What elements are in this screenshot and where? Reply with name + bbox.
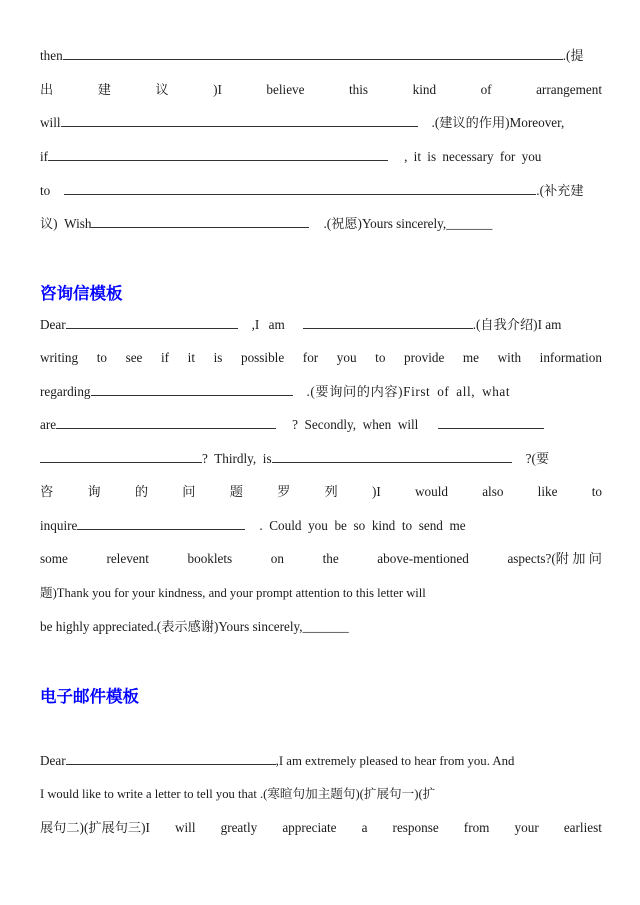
blank-field[interactable]	[56, 415, 276, 429]
text: 题)Thank you for your kindness, and your prompt attention to this letter will	[40, 586, 426, 600]
word: believe	[266, 82, 305, 97]
text: , it is necessary for you	[404, 149, 542, 164]
word: to	[591, 484, 602, 499]
word: earliest	[563, 820, 602, 835]
text-line	[40, 315, 602, 335]
word: will	[174, 820, 196, 835]
word: to	[96, 350, 107, 365]
blank-field[interactable]	[438, 415, 544, 429]
word: booklets	[187, 551, 233, 566]
blank-field[interactable]	[91, 382, 293, 396]
text: .(补充建	[536, 183, 584, 198]
word: 咨	[40, 484, 54, 499]
text: then	[40, 48, 63, 63]
word: above-mentioned	[377, 551, 469, 566]
text-line	[40, 784, 602, 804]
word: to	[375, 350, 386, 365]
text: ,I am	[251, 317, 285, 332]
text: .(提	[562, 48, 584, 63]
word: this	[349, 82, 369, 97]
word: also	[482, 484, 504, 499]
word: me	[462, 350, 480, 365]
word: aspects?(附 加 问	[507, 551, 602, 566]
justified-line	[40, 549, 602, 569]
word: 展句二)(扩展句三)I	[40, 820, 150, 835]
word: like	[537, 484, 558, 499]
word: 议	[155, 82, 169, 97]
text: .(祝愿)Yours sincerely,_______	[323, 216, 493, 231]
section-heading-email: 电子邮件模板	[40, 687, 139, 706]
blank-field[interactable]	[61, 113, 418, 127]
word: from	[463, 820, 490, 835]
blank-field[interactable]	[40, 449, 202, 463]
word: your	[514, 820, 539, 835]
word: )I	[213, 82, 222, 97]
word: 的	[134, 484, 149, 499]
word: with	[497, 350, 522, 365]
blank-field[interactable]	[77, 516, 245, 530]
word: 问	[182, 484, 196, 499]
word: 询	[87, 484, 101, 499]
word: you	[336, 350, 357, 365]
text-line	[40, 181, 602, 201]
word: 罗	[277, 484, 291, 499]
text: ? Thirdly, is	[202, 451, 272, 466]
blank-field[interactable]	[48, 147, 388, 161]
word: writing	[40, 350, 79, 365]
text: if	[40, 149, 49, 164]
text: will	[40, 115, 61, 130]
text: to	[40, 183, 51, 198]
word: would	[414, 484, 448, 499]
word: if	[161, 350, 170, 365]
text: regarding	[40, 384, 91, 399]
blank-field[interactable]	[66, 751, 276, 765]
word: response	[392, 820, 439, 835]
text: . Could you be so kind to send me	[259, 518, 466, 533]
word: kind	[412, 82, 437, 97]
word: )I	[371, 484, 381, 499]
text: ? Secondly, when will	[292, 417, 419, 432]
blank-field[interactable]	[63, 46, 563, 60]
word: greatly	[220, 820, 258, 835]
text: I would like to write a letter to tell you that .(寒暄句加主题句)(扩展句一)(扩	[40, 787, 436, 801]
justified-line	[40, 80, 602, 100]
text: Dear	[40, 753, 66, 768]
text: .(自我介绍)I am	[472, 317, 562, 332]
word: it	[187, 350, 195, 365]
text: inquire	[40, 518, 78, 533]
text-line	[40, 516, 602, 536]
word: a	[361, 820, 368, 835]
blank-field[interactable]	[64, 181, 536, 195]
text-line	[40, 382, 602, 402]
text-line	[40, 214, 602, 234]
word: 建	[97, 82, 111, 97]
justified-line	[40, 348, 602, 368]
word: is	[213, 350, 223, 365]
text-line	[40, 147, 602, 167]
text: ,I am extremely pleased to hear from you. And	[275, 754, 515, 768]
text-line	[40, 46, 602, 66]
word: relevent	[106, 551, 149, 566]
text-line	[40, 415, 602, 435]
word: the	[322, 551, 339, 566]
text: 议) Wish	[40, 216, 92, 231]
word: 列	[324, 484, 338, 499]
text-line	[40, 583, 602, 603]
section-heading-inquiry-letter: 咨询信模板	[40, 284, 123, 303]
text: be highly appreciated.(表示感谢)Yours sincerely,_______	[40, 619, 349, 634]
justified-line	[40, 818, 602, 838]
word: provide	[404, 350, 445, 365]
text: .(建议的作用)Moreover,	[431, 115, 565, 130]
text: are	[40, 417, 57, 432]
word: appreciate	[282, 820, 337, 835]
text-line	[40, 449, 602, 469]
text: Dear	[40, 317, 66, 332]
justified-line	[40, 482, 602, 502]
text: ?(要	[525, 451, 550, 466]
word: for	[302, 350, 319, 365]
word: 题	[229, 484, 243, 499]
word: see	[125, 350, 143, 365]
word: arrangement	[536, 82, 602, 97]
text-line	[40, 751, 602, 771]
text: .(要询问的内容)First of all, what	[306, 384, 511, 399]
word: on	[270, 551, 284, 566]
word: information	[539, 350, 602, 365]
word: 出	[40, 82, 54, 97]
text-line	[40, 617, 602, 637]
blank-field[interactable]	[66, 315, 238, 329]
word: possible	[240, 350, 285, 365]
blank-field[interactable]	[303, 315, 473, 329]
text-line	[40, 113, 602, 133]
word: some	[40, 551, 68, 566]
blank-field[interactable]	[91, 214, 309, 228]
blank-field[interactable]	[272, 449, 512, 463]
word: of	[480, 82, 492, 97]
